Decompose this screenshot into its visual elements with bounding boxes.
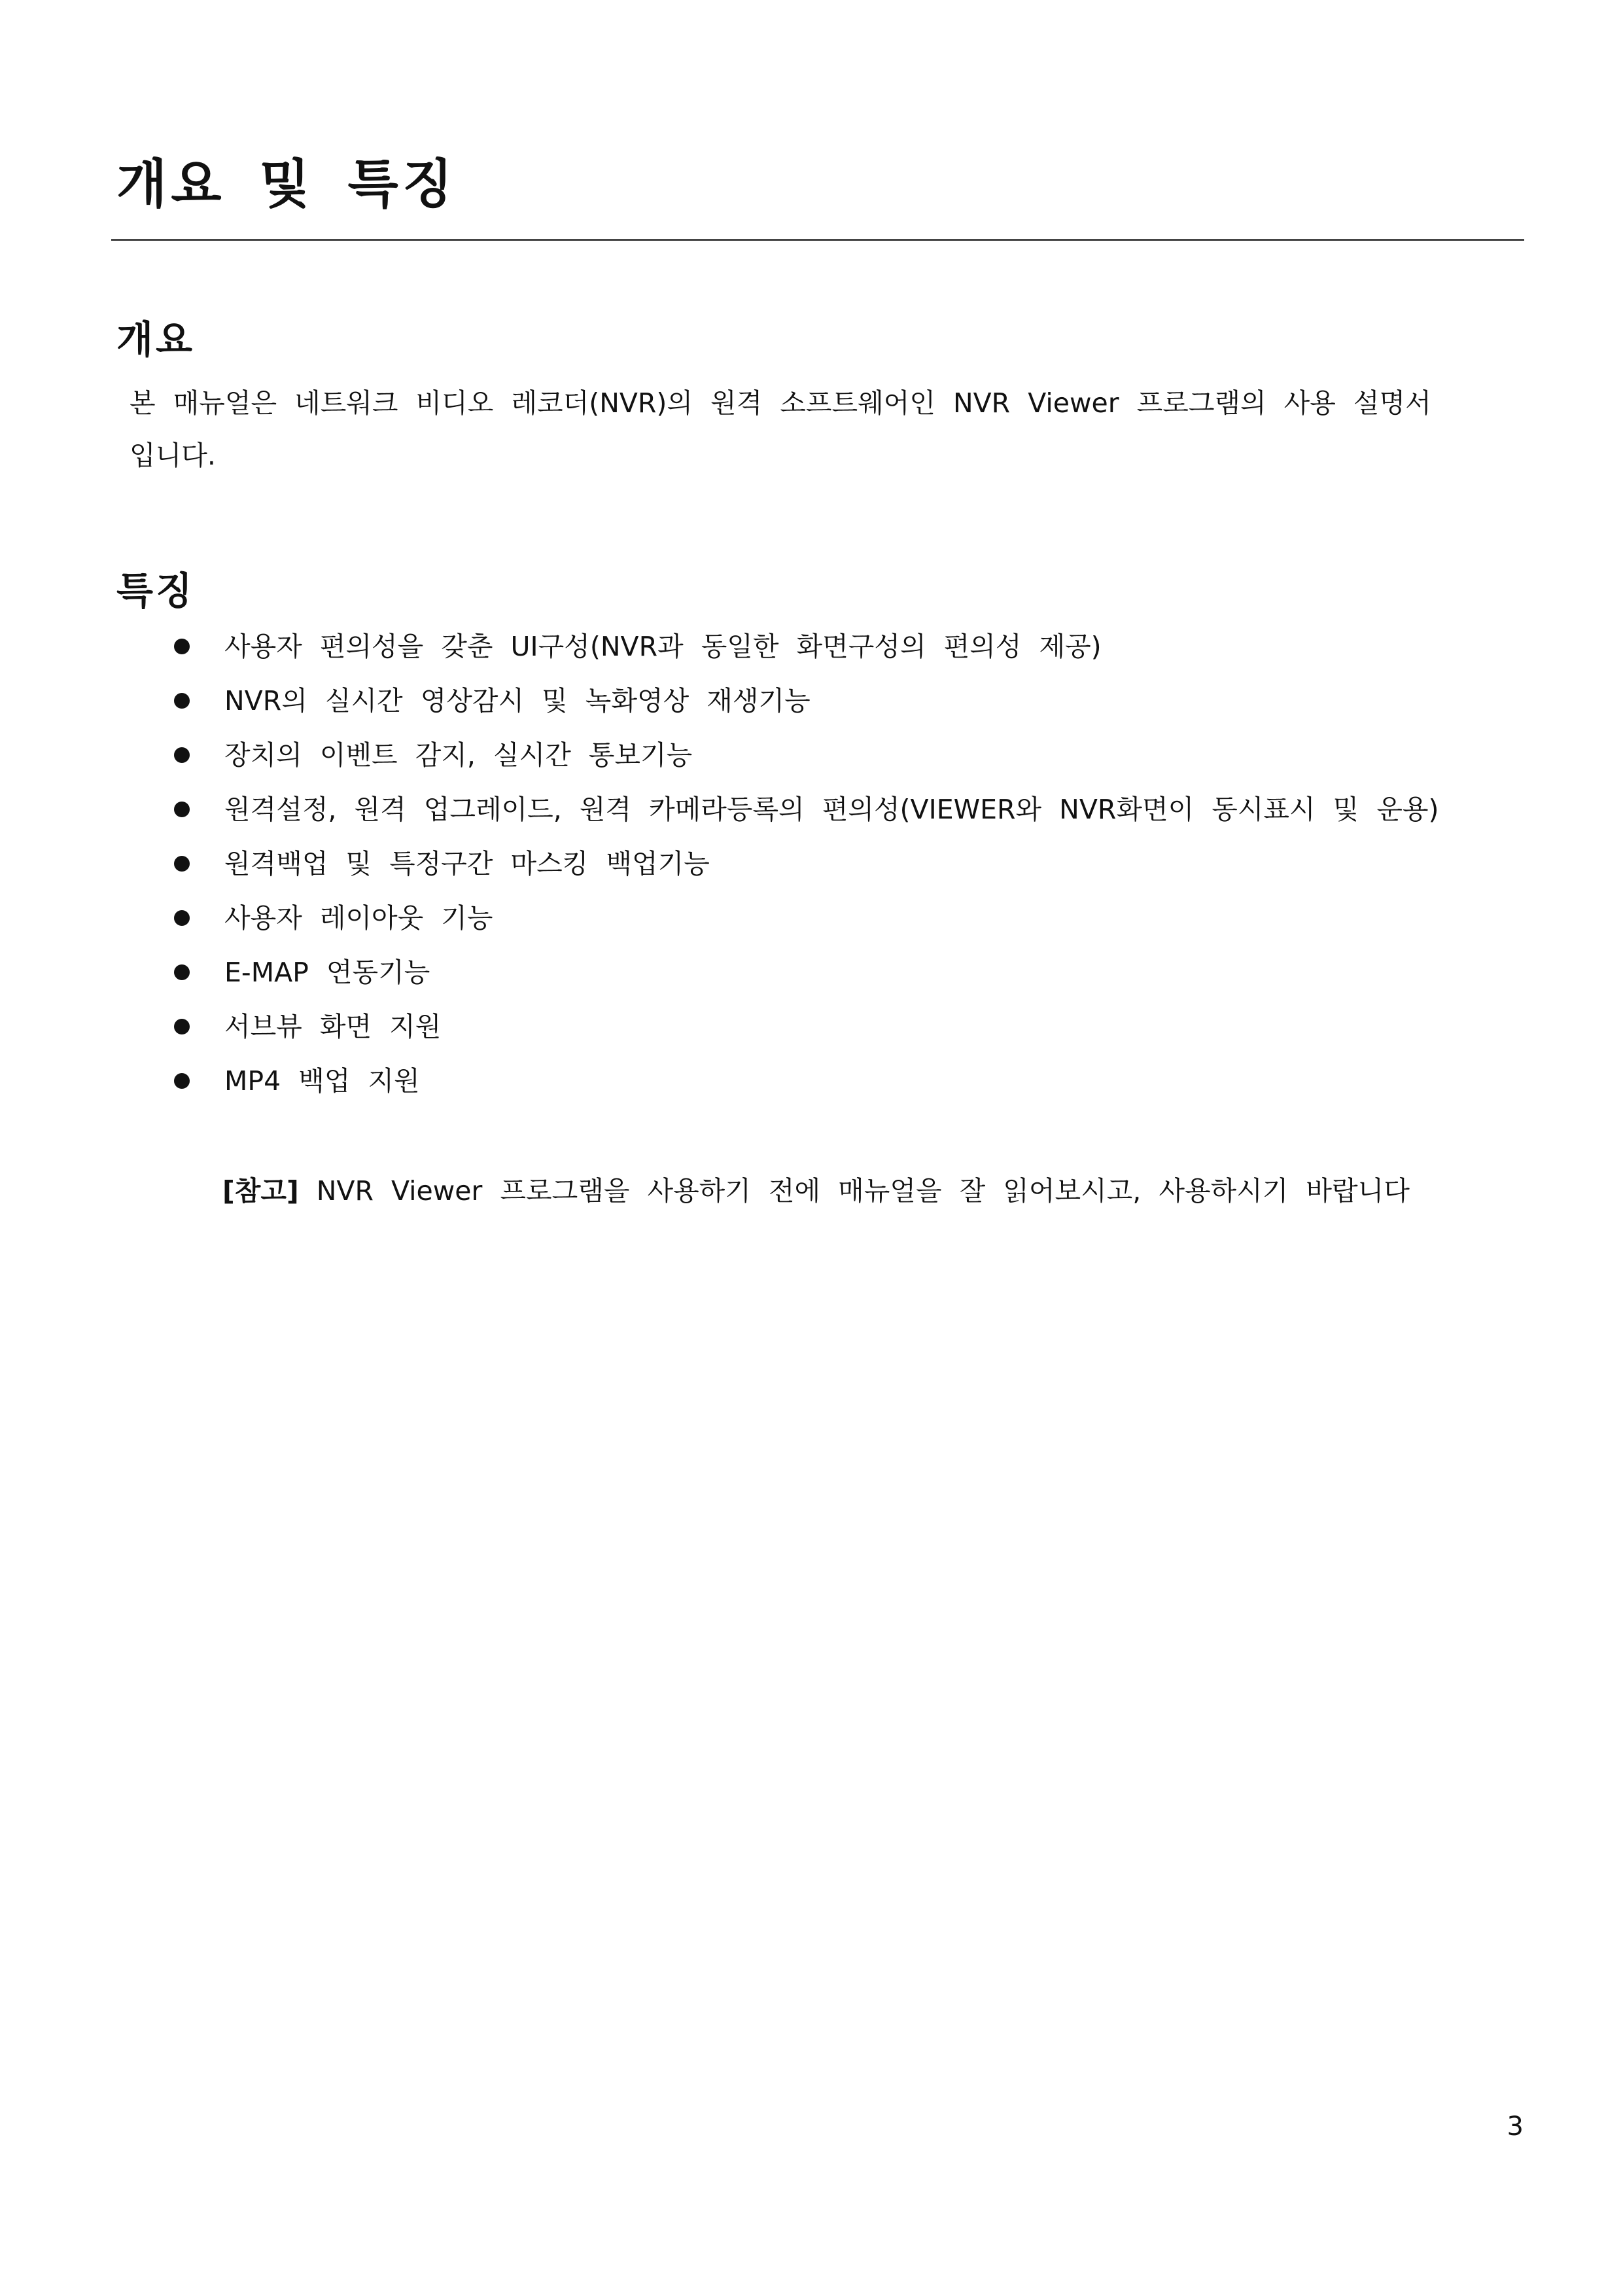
bullet-icon bbox=[174, 964, 190, 980]
feature-text: MP4 백업 지원 bbox=[224, 1065, 420, 1097]
note-label: [참고] bbox=[222, 1175, 299, 1207]
features-heading: 특징 bbox=[116, 569, 196, 613]
feature-text: 원격백업 및 특정구간 마스킹 백업기능 bbox=[224, 848, 710, 879]
note-paragraph bbox=[222, 1171, 1410, 1210]
feature-text: NVR의 실시간 영상감시 및 녹화영상 재생기능 bbox=[224, 685, 811, 716]
bullet-icon bbox=[174, 1019, 190, 1034]
title-divider bbox=[111, 239, 1524, 241]
page-number: 3 bbox=[1507, 2111, 1524, 2142]
bullet-icon bbox=[174, 910, 190, 926]
feature-text: 사용자 레이아웃 기능 bbox=[224, 902, 493, 934]
page-title: 개요 및 특징 bbox=[116, 154, 457, 215]
overview-paragraph bbox=[130, 377, 1516, 482]
feature-text: 서브뷰 화면 지원 bbox=[224, 1011, 442, 1042]
feature-text: 사용자 편의성을 갖춘 UI구성(NVR과 동일한 화면구성의 편의성 제공) bbox=[224, 631, 1102, 662]
feature-text: 장치의 이벤트 감지, 실시간 통보기능 bbox=[224, 739, 693, 771]
feature-text: E-MAP 연동기능 bbox=[224, 957, 430, 988]
overview-heading: 개요 bbox=[116, 317, 196, 362]
bullet-icon bbox=[174, 693, 190, 709]
bullet-icon bbox=[174, 1073, 190, 1089]
bullet-icon bbox=[174, 747, 190, 763]
overview-line-1: 본 매뉴얼은 네트워크 비디오 레코더(NVR)의 원격 소프트웨어인 NVR Viewer 프로그램의 사용 설명서 bbox=[130, 387, 1431, 419]
overview-line-2: 입니다. bbox=[130, 440, 216, 471]
feature-text: 원격설정, 원격 업그레이드, 원격 카메라등록의 편의성(VIEWER와 NVR화면이 동시표시 및 운용) bbox=[224, 794, 1439, 825]
bullet-icon bbox=[174, 639, 190, 654]
note-text: NVR Viewer 프로그램을 사용하기 전에 매뉴얼을 잘 읽어보시고, 사용하시기 바랍니다 bbox=[316, 1175, 1410, 1207]
bullet-icon bbox=[174, 856, 190, 872]
bullet-icon bbox=[174, 802, 190, 817]
